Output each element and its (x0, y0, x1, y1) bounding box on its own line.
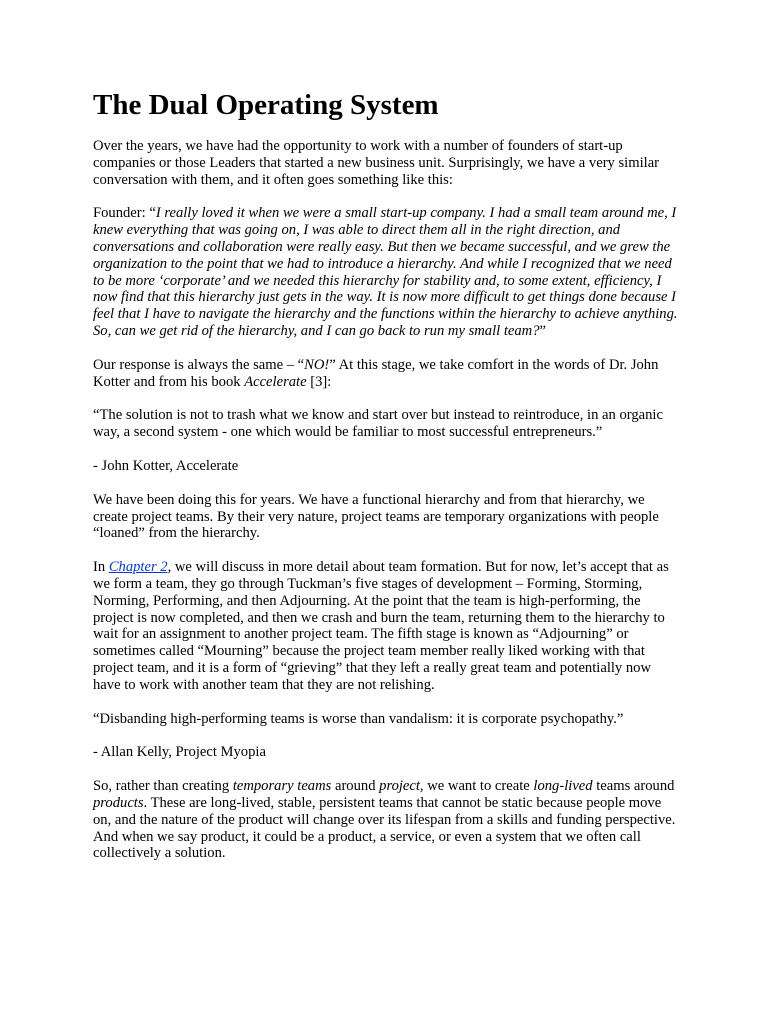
ll-long-lived: long-lived (533, 778, 593, 795)
kotter-quote: “The solution is not to trash what we know and start over but instead to reintroduce, in an organic way, a second system - one which would be familiar to most successful entrepreneurs.” (93, 407, 663, 441)
founder-quote-text: I really loved it when we were a small start-up company. I had a small team around me, I knew everything that was going on, I was able to direct them all in the right direction, and conversations and collaboration were really easy. But then we became successful, and we grew the organization to the point that we had to introduce a hierarchy. And while I recognized that we need to be more ‘corporate’ and we needed this hierarchy for stability and, to some extent, efficiency, I now find that this hierarchy just gets in the way. It is now more difficult to get things done because I feel that I have to navigate the hierarchy and the functions within the hierarchy to achieve anything. So, can we get rid of the hierarchy, and I can go back to run my small team? (93, 205, 678, 339)
chapter-2-link[interactable]: Chapter 2 (108, 559, 168, 576)
page-title: The Dual Operating System (93, 89, 439, 121)
ll-project: project, (379, 778, 424, 795)
intro-paragraph: Over the years, we have had the opportunity to work with a number of founders of start-up companies or those Leaders that started a new business unit. Surprisingly, we have a very similar conversation with them, and it often goes something like this: (93, 138, 660, 188)
ll-text-c: we want to create (423, 778, 534, 795)
hierarchy-paragraph: We have been doing this for years. We have a functional hierarchy and from that hierarchy, we create project teams. By their very nature, project teams are temporary organizations with people “loaned” from the hierarchy. (93, 491, 659, 542)
ll-text-d: teams around (592, 778, 675, 795)
response-text-a: Our response is always the same – “ (93, 356, 305, 373)
ll-temporary-teams: temporary teams (232, 778, 332, 795)
team-formation-paragraph (93, 559, 678, 693)
kelly-quote: “Disbanding high-performing teams is worse than vandalism: it is corporate psychopathy.” (93, 710, 624, 727)
response-paragraph (93, 357, 678, 391)
founder-speaker: Founder: “ (93, 205, 156, 222)
kotter-attribution: - John Kotter, Accelerate (93, 457, 239, 474)
team-text-a: In (93, 559, 109, 576)
long-lived-teams-paragraph (93, 778, 678, 862)
ll-products: products (93, 794, 144, 811)
ll-text-e: . These are long-lived, stable, persistent teams that cannot be static because people move on, and the nature of the product will change over its lifespan from a skills and funding perspective. And when we say product, it could be a product, a service, or even a system that we often call collectively a solution. (93, 794, 676, 862)
ll-text-a: So, rather than creating (93, 778, 233, 795)
response-text-b: ” At this stage, we take comfort in the words of Dr. John Kotter and from his book (93, 356, 659, 390)
book-title-accelerate: Accelerate (244, 373, 307, 390)
kelly-attribution: - Allan Kelly, Project Myopia (93, 744, 266, 761)
founder-quote-paragraph (93, 205, 678, 339)
team-text-b: , we will discuss in more detail about team formation. But for now, let’s accept that as we form a team, they go through Tuckman’s five stages of development – Forming, Storming, Norming, Performing, and then Adjourning. At the point that the team is high-performing, the project is now completed, and then we crash and burn the team, returning them to the hierarchy to wait for an assignment to another project team. The fifth stage is known as “Adjourning” or sometimes called “Mourning” because the project team member really liked working with that project team, and it is a form of “grieving” that they left a really great team and potentially now have to work with another team that they are not relishing. (93, 559, 669, 693)
founder-quote-close: ” (539, 322, 547, 339)
ll-text-b: around (331, 778, 380, 795)
response-text-c: [3]: (306, 373, 332, 390)
document-page (93, 86, 678, 879)
response-no: NO! (304, 356, 330, 373)
